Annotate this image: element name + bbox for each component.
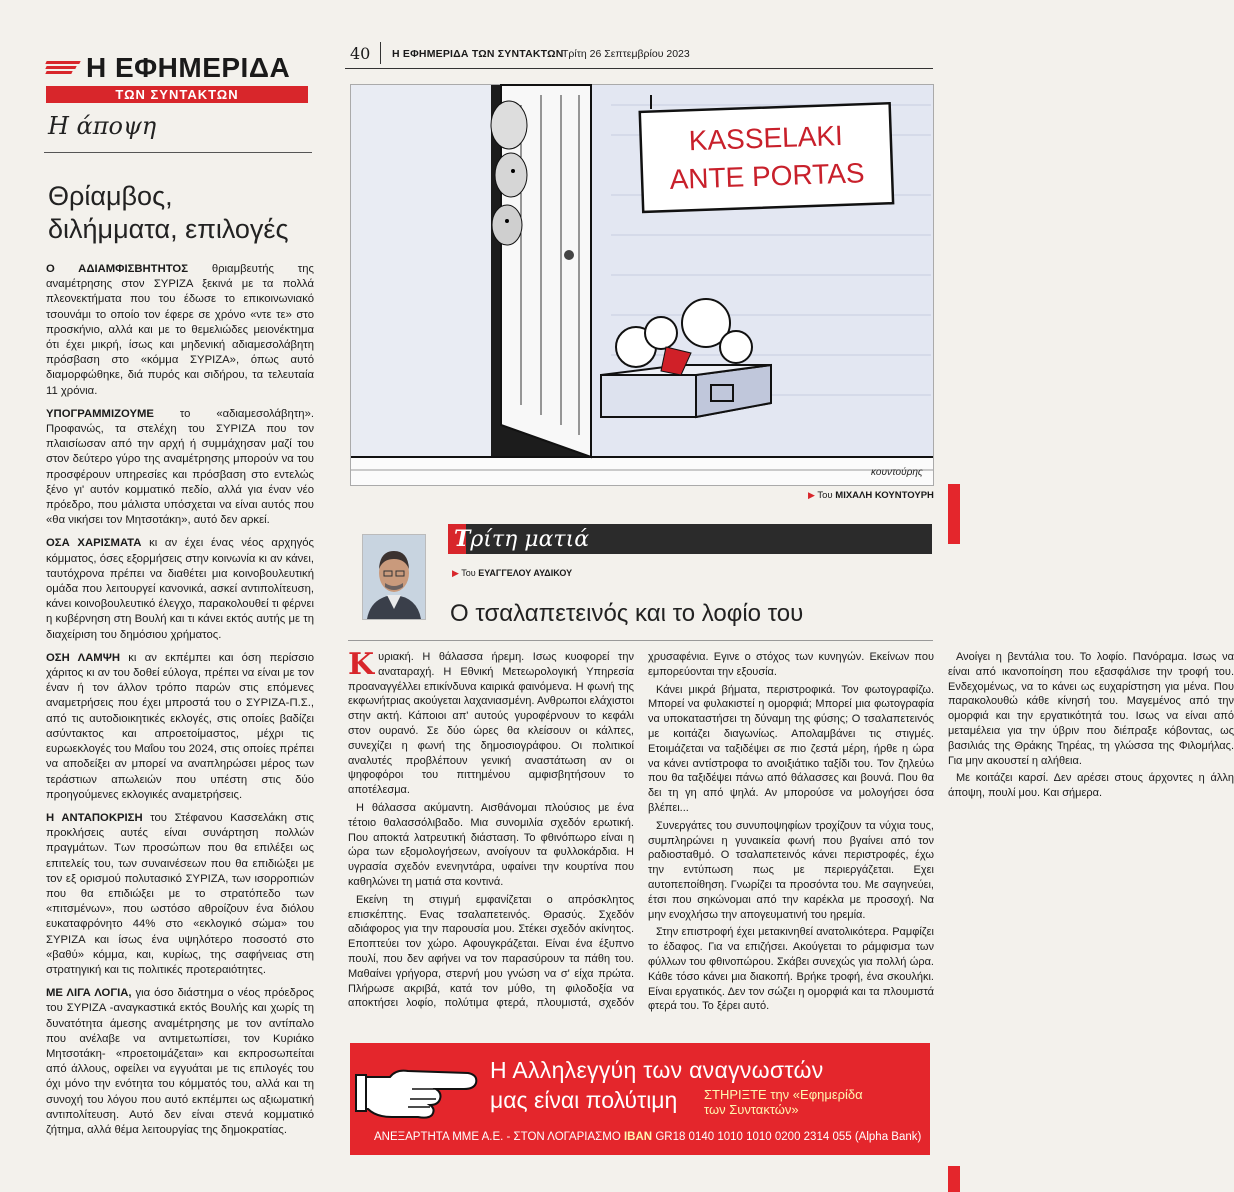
masthead-name: Η ΕΦΗΜΕΡΙΔΑ [86, 52, 291, 83]
column-paragraph: Με κοιτάζει καρσί. Δεν αρέσει στους άρχοντες η άλλη άποψη, πουλί μου. Και σήμερα. [948, 772, 1234, 800]
cartoon-sign-line1: KASSELAKI [688, 119, 844, 157]
section-label: Η άποψη [48, 112, 157, 140]
editorial-paragraph: ΥΠΟΓΡΑΜΜΙΖΟΥΜΕ το «αδιαμεσολάβητη». Προφανώς, τα στελέχη του ΣΥΡΙΖΑ που τον πλαισίωσαν από την αρχή ή συμμάχησαν μαζί του στον δεύτερο γύρο της αναμέτρησης μπορούν να του προσφέρουν υπηρεσίες και πρόσβαση στο εντελώς ξένο γι' αυτόν κομματικό πεδίο, αλλά για έναν νέο πρόεδρο, που μάλιστα υπόσχεται να είναι αυτός που «θα νικήσει τον Μητσοτάκη», αυτό δεν αρκεί. [46, 407, 314, 527]
cartoon-credit: ▶ Του ΜΙΧΑΛΗ ΚΟΥΝΤΟΥΡΗ [808, 490, 934, 501]
author-photo [362, 534, 426, 620]
masthead-logo [46, 52, 308, 103]
edge-tab [948, 1166, 960, 1192]
column-paragraph: Κυριακή. Η θάλασσα ήρεμη. Ισως κυοφορεί την αναταραχή. Η Εθνική Μετεωρολογική Υπηρεσία προαναγγέλλει επικίνδυνα καιρικά φαινόμενα. Η φωνή της εκφωνήτριας ακούγεται λαχανιασμένη. Ανθρωποι ελάχιστοι στην ακτή. Κάποιοι απ' αυτούς γυροφέρνουν το κεφάλι στον ουρανό. Σε δύο ώρες θα κλείσουν οι κάλπες, συνεχίζει η φωνή της δημοσιογράφου. Οι πολιτικοί αναλυτές προβλέπουν γενική αναστάτωση αν οι ψηφοφόροι του πιττημένου αμφισβητήσουν το αποτέλεσμα. [348, 647, 634, 797]
cartoon-illustration [351, 85, 933, 485]
column-paragraph: Συνεργάτες του συνυποψηφίων τροχίζουν τα νύχια τους, συμπληρώνει η γυναικεία φωνή που βγαίνει από τον ραδιοσταθμό. Ο τσαλαπετεινός κάνει περιστροφές, έχω την εντύπωση πως με περιεργάζεται. Εχει αυτοπεποίθηση. Γνωρίζει τα προσόντα του. Με σαγηνεύει, έτσι που σηκώνομαι από την καρέκλα με προσοχή. Να μην ενοχλήσω την απογευματινή του ηρεμία. [648, 819, 934, 921]
column-title: Ο τσαλαπετεινός και το λοφίο του [450, 600, 804, 627]
column-paragraph: Εκείνη τη στιγμή εμφανίζεται ο απρόσκλητος επισκέπτης. Ενας τσαλαπετεινός. Θρασύς. Σχεδόν αδιάφορος για την παρουσία μου. Στέκει σχεδόν ακίνητος. Εποπτεύει τον χώρο. Αφουγκράζεται. Είναι ένα έξυπνο πουλί, που δεν αφήνει να τον παρασύρουν τα πάθη του. Μαθαίνει γρήγορα, στερνή μου γνώση να σ' είχα πρώτα. Πλήρωσε ακριβά, κατά τον μύθο, τη φιλοδοξία να αποκτήσει λοφίο, πολύτιμα φτερά, πλουμιστά, σχεδόν χρυσαφένια. Εγινε ο στόχος των κυνηγών. Εκείνων που εμπορεύονται την εξουσία. [348, 651, 934, 1010]
page-number: 40 [350, 44, 371, 63]
ad-subheadline: μας είναι πολύτιμη [490, 1087, 678, 1113]
edge-tab [948, 484, 960, 544]
cartoon-sign-line2: ANTE PORTAS [669, 157, 866, 195]
editorial-paragraph: Ο ΑΔΙΑΜΦΙΣΒΗΤΗΤΟΣ θριαμβευτής της αναμέτρησης στον ΣΥΡΙΖΑ ξεκινά με τα πολλά πλεονεκτήματα που του έδωσε το επικοινωνιακό τσουνάμι το οποίο τον έφερε σε χρόνο «ντε τε» στο προσκήνιο, αλλά και με το θεμελιώδες μειονέκτημα ότι έχει μικρή, ίσως και μηδενική αδιαμεσολάβητη πρόσβαση στο «κόμμα ΣΥΡΙΖΑ», όπως αυτό διαμορφώθηκε, διά πυρός και σιδήρου, τα τελευταία 11 χρόνια. [46, 263, 314, 397]
ad-bank-line: ΑΝΕΞΑΡΤΗΤΑ ΜΜΕ Α.Ε. - ΣΤΟΝ ΛΟΓΑΡΙΑΣΜΟ IBAN GR18 0140 1010 1010 0200 2314 055 (Alpha Bank) [374, 1131, 922, 1143]
masthead-subtitle: ΤΩΝ ΣΥΝΤΑΚΤΩΝ [46, 86, 308, 103]
editorial-paragraph: Η ΑΝΤΑΠΟΚΡΙΣΗ του Στέφανου Κασσελάκη στις προκλήσεις αυτές είναι συνάρτηση πολλών πραγμάτων. Των προσώπων που θα επιλέξει ως επιτελείς του, των συναινέσεων που θα επιδιώξει με τον εξ ορισμού πολυτασικό ΣΥΡΙΖΑ, των ισορροπιών που θα επιδιώξει με το στρατόπεδο των «πιτσμένων», που ωστόσο αθροίζουν ένα διόλου ευκαταφρόνητο 44% στο «εκλογικό σώμα» του ΣΥΡΙΖΑ και ίσως ένα υψηλότερο ποσοστό στο «βαθύ» κόμμα, και, κυρίως, της σαφήνειας στη στρατηγική και τις πολιτικές προτεραιότητες. [46, 811, 314, 976]
pointing-hand-icon [356, 1055, 486, 1125]
triangle-icon: ▶ [452, 568, 459, 578]
column-paragraph: Στην επιστροφή έχει μετακινηθεί ανατολικότερα. Ραμφίζει το έδαφος. Για να επιζήσει. Ακούγεται το ράμφισμα των φύλλων του φθινοπώρου. Σκάβει συνεχώς για πολλή ώρα. Κάθε τόσο κάνει μια διακοπή. Βρήκε τροφή, ένα σκουλήκι. Είναι εργατικός. Δεν τον σώζει η ομορφιά και τα πλουμιστά φτερά του. Το ξέρει αυτό. [648, 926, 934, 1013]
column-paragraph: Κάνει μικρά βήματα, περιστροφικά. Τον φωτογραφίζω. Μπορεί να φυλακιστεί η ομορφιά; Μπορεί μια φωτογραφία να υποκαταστήσει τη δύναμη της φύσης; Ο τσαλαπετεινός με κοιτάζει διαγωνίως. Απολαμβάνει τις στιγμές. Ετοιμάζεται να ταξιδέψει σε πιο ζεστά μέρη, ήρθε η ώρα να κάνει αντίστροφα το ανοιξιάτικο ταξίδι του. Τον ζηλεύω που θα ταξιδέψει πάνω από θάλασσες και βουνά. Που θα δει τη γη από ψηλά. Αν μπορούσε να μολογήσει όσα βλέπει... [648, 683, 934, 814]
column-header: Τρίτη ματιά [350, 524, 932, 554]
ad-support-text: ΣΤΗΡΙΞΤΕ την «Εφημερίδα των Συντακτών» [704, 1087, 863, 1117]
header-paper-name: Η ΕΦΗΜΕΡΙΔΑ ΤΩΝ ΣΥΝΤΑΚΤΩΝ [392, 48, 564, 60]
editorial-paragraph: ΜΕ ΛΙΓΑ ΛΟΓΙΑ, για όσο διάστημα ο νέος πρόεδρος του ΣΥΡΙΖΑ -αναγκαστικά εκτός Βουλής και χωρίς τη δυνατότητα άμεσης αναμέτρησης με τον αντίπαλο που ανέλαβε να αντιμετωπίσει, τον Κυριάκο Μητσοτάκη- «προετοιμάζεται» και εκπροσωπείται από άλλους, οφείλει να εγγυάται με τις επιλογές του όχι μόνο την ενότητα του κόμματός του, αλλά και τη συνοχή του λόγου που αυτό εκπέμπει ως αξιωματική αντιπολίτευση. Αυτό δεν είναι στενά κομματικό ζήτημα, αλλά θέμα λειτουργίας της δημοκρατίας. [46, 987, 314, 1136]
divider [44, 152, 312, 153]
cartoon [350, 84, 934, 486]
column-body [348, 647, 1234, 1030]
triangle-icon: ▶ [808, 490, 815, 500]
column-paragraph: Ανοίγει η βεντάλια του. Το λοφίο. Πανόραμα. Ισως να είναι από ικανοποίηση που εξασφάλισε την τροφή του. Ενδεχομένως, να το κάνει ως ευχαρίστηση για μένα. Που παρακολουθώ κάθε κίνησή του. Μαγεμένος από την ομορφιά και την εργατικότητά του. Ισως να είναι από μεταμέλεια για την ύβριν που διέπραξε κόβοντας, ως βασιλιάς της Θράκης Τηρέας, τη γλώσσα της Φιλομήλας. Για μην ακουστεί η αλήθεια. [948, 651, 1234, 767]
editorial-paragraph: ΟΣΗ ΛΑΜΨΗ κι αν εκπέμπει και όση περίσσιο χάριτος κι αν του δοθεί εύλογα, πρέπει να είναι με τον έναν ή τον άλλον τρόπο παρών στις επόμενες αναμετρήσεις που έχει μπροστά του ο ΣΥΡΙΖΑ-Π.Σ., από τις αυτοδιοικητικές εκλογές, στις οποίες βαδίζει ασύντακτος και απροετοίμαστος, μέχρι τις ευρωεκλογές του Μαΐου του 2024, στις οποίες πρέπει να αποδείξει αν μπορεί να αναπληρώσει μέρος των τεράστιων απωλειών που υπέστη στις δύο προηγούμενες εκλογικές αναμετρήσεις. [46, 651, 314, 801]
column-paragraph: Η θάλασσα ακύμαντη. Αισθάνομαι πλούσιος με ένα τέτοιο θαλασσόλιβαδο. Μια συνομιλία σχεδόν ερωτική. Που αποκτά λατρευτική διάσταση. Το φθινόπωρο είναι η ώρα των εξομολογήσεων, ανοίγουν τα φυλλοκάρδια. Η υγρασία σχεδόν ενενηντάρα, υφαίνει την κουρτίνα που καθηλώνει τη ματιά στα κοντινά. [348, 801, 634, 888]
logo-stripes-icon [46, 59, 82, 77]
dropcap: Κ [348, 647, 375, 682]
support-ad[interactable] [350, 1043, 930, 1155]
divider [345, 68, 933, 69]
divider [380, 42, 381, 64]
svg-text:κουντούρης: κουντούρης [871, 467, 923, 478]
author-credit: ▶ Του ΕΥΑΓΓΕΛΟΥ ΑΥΔΙΚΟΥ [452, 568, 573, 578]
divider [348, 640, 933, 641]
ad-headline: Η Αλληλεγγύη των αναγνωστών [490, 1057, 824, 1083]
editorial-title: Θρίαμβος, διλήμματα, επιλογές [48, 181, 289, 244]
editorial-body [46, 262, 314, 1146]
header-date: Τρίτη 26 Σεπτεμβρίου 2023 [562, 48, 690, 60]
editorial-paragraph: ΟΣΑ ΧΑΡΙΣΜΑΤΑ κι αν έχει ένας νέος αρχηγός κόμματος, όσες εξορμήσεις στην κοινωνία κι αν κάνει, ταυτόχρονα πρέπει να διαθέτει μια κοινοβουλευτική ομάδα που λειτουργεί κανονικά, ασκεί αντιπολίτευση, κάνει κοινοβουλευτικό έλεγχο, παρακολουθεί τι φέρνει η κυβέρνηση στη Βουλή και τι κάνει εκτός αυτής με τη διαχείριση του δημόσιου χρήματος. [46, 537, 314, 641]
